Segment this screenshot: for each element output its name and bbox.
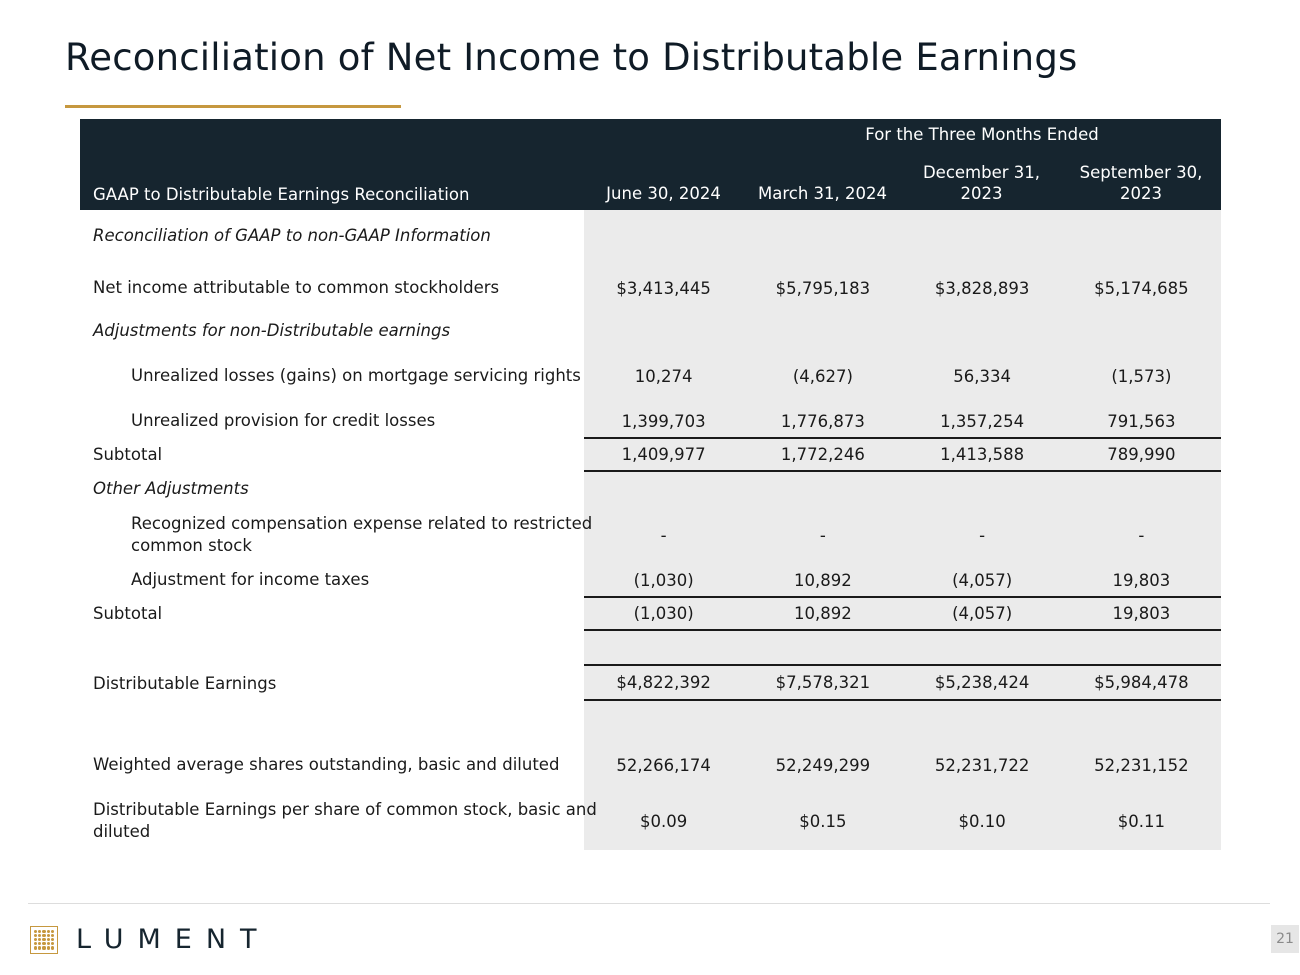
value-cell: 52,231,722 <box>934 755 1030 775</box>
table-row <box>80 210 1221 262</box>
table-row <box>80 262 1221 314</box>
value-cell: - <box>660 525 667 545</box>
table-row <box>80 506 1221 564</box>
row-label: Unrealized provision for credit losses <box>131 411 436 430</box>
logo-wordmark: LUMENT <box>76 924 271 955</box>
table-row-subtotal <box>80 596 1221 631</box>
column-header-line: June 30, 2024 <box>606 184 721 203</box>
table-row <box>80 472 1221 506</box>
value-cell: $4,822,392 <box>616 673 711 692</box>
value-cell: 1,399,703 <box>621 411 706 431</box>
value-cell: 1,772,246 <box>780 445 865 464</box>
value-cell: (1,030) <box>633 570 694 590</box>
value-cell: 1,413,588 <box>940 445 1025 464</box>
table-row <box>80 314 1221 347</box>
footer-divider <box>28 903 1270 904</box>
row-label: Weighted average shares outstanding, basic and diluted <box>93 755 560 774</box>
value-cell: $5,984,478 <box>1094 673 1189 692</box>
column-header-jun-2024 <box>584 183 743 204</box>
value-cell: - <box>979 525 986 545</box>
table-row <box>80 564 1221 596</box>
value-cells <box>584 701 1221 738</box>
value-cell: 56,334 <box>953 366 1011 386</box>
group-header: For the Three Months Ended <box>865 125 1099 144</box>
page-title: Reconciliation of Net Income to Distributable Earnings <box>65 36 1078 79</box>
value-cell: 19,803 <box>1112 604 1171 623</box>
value-cell: $0.09 <box>640 811 688 831</box>
value-cell: 52,231,152 <box>1094 755 1189 775</box>
page-number: 21 <box>1271 925 1299 953</box>
table-row <box>80 792 1221 850</box>
value-cell: $5,795,183 <box>775 278 871 298</box>
value-cells <box>584 210 1221 262</box>
column-header-dec-2023 <box>902 162 1061 204</box>
value-cell: 791,563 <box>1107 411 1176 431</box>
value-cell: (1,573) <box>1111 366 1172 386</box>
table-row-subtotal <box>80 437 1221 472</box>
table-row <box>80 405 1221 437</box>
column-header-line: September 30, <box>1079 163 1203 182</box>
value-cell: (4,627) <box>792 366 853 386</box>
reconciliation-table <box>80 119 1221 850</box>
value-cell: 52,249,299 <box>775 755 871 775</box>
value-cell: $0.15 <box>799 811 847 831</box>
value-cell: 19,803 <box>1112 570 1171 590</box>
value-cell: $3,828,893 <box>934 278 1030 298</box>
row-label: Adjustments for non-Distributable earnings <box>93 320 451 340</box>
value-cell: $7,578,321 <box>775 673 871 692</box>
table-row-total <box>80 666 1221 701</box>
value-cells <box>584 472 1221 506</box>
value-cell: $3,413,445 <box>616 278 711 298</box>
value-cells <box>584 262 1221 314</box>
value-cell: (4,057) <box>952 570 1013 590</box>
value-cell: $5,174,685 <box>1094 278 1189 298</box>
column-header-line: March 31, 2024 <box>757 184 888 203</box>
row-label: Subtotal <box>93 444 163 464</box>
value-cell: $0.11 <box>1117 811 1165 831</box>
lument-logo <box>30 924 271 955</box>
table-row <box>80 347 1221 405</box>
value-cell: (4,057) <box>952 604 1013 623</box>
value-cell: - <box>1138 525 1145 545</box>
value-cell: 52,266,174 <box>616 755 711 775</box>
row-label: Distributable Earnings per share of common stock, basic and diluted <box>93 800 597 841</box>
row-label: Unrealized losses (gains) on mortgage servicing rights <box>131 366 581 385</box>
value-cells <box>584 437 1221 472</box>
row-label: Other Adjustments <box>93 479 249 498</box>
row-label: Subtotal <box>93 603 163 623</box>
row-label: Adjustment for income taxes <box>131 570 370 589</box>
value-cells <box>584 405 1221 437</box>
value-cells <box>584 666 1221 701</box>
value-cells <box>584 506 1221 564</box>
row-label: Recognized compensation expense related to restricted common stock <box>131 514 593 555</box>
title-underline <box>65 105 401 108</box>
value-cells <box>584 792 1221 850</box>
value-cell: 10,274 <box>634 366 693 386</box>
column-header-sep-2023 <box>1061 162 1221 204</box>
value-cell: 1,357,254 <box>940 411 1025 431</box>
value-cell: 1,776,873 <box>780 411 865 431</box>
value-cell: (1,030) <box>633 604 694 623</box>
label-header: GAAP to Distributable Earnings Reconciliation <box>93 185 470 204</box>
column-header-line: 2023 <box>1120 184 1162 203</box>
column-header-line: 2023 <box>960 184 1003 203</box>
value-cells <box>584 347 1221 405</box>
value-cells <box>584 596 1221 631</box>
value-cell: $5,238,424 <box>934 673 1030 692</box>
value-cells <box>584 738 1221 792</box>
value-cell: 10,892 <box>794 604 852 623</box>
dot-grid-logo-icon <box>30 926 58 954</box>
value-cell: 1,409,977 <box>621 445 706 464</box>
column-header-line: December 31, <box>922 163 1041 182</box>
table-header <box>80 119 1221 210</box>
value-cells <box>584 631 1221 666</box>
value-cell: 789,990 <box>1107 445 1176 464</box>
table-row-spacer <box>80 701 1221 738</box>
value-cell: $0.10 <box>958 811 1006 831</box>
value-cells <box>584 564 1221 596</box>
column-header-mar-2024 <box>743 183 902 204</box>
row-label: Distributable Earnings <box>93 673 277 693</box>
table-row-spacer <box>80 631 1221 666</box>
row-label: Net income attributable to common stockholders <box>93 278 500 297</box>
row-label: Reconciliation of GAAP to non-GAAP Information <box>93 226 491 245</box>
value-cell: 10,892 <box>794 570 852 590</box>
table-row <box>80 738 1221 792</box>
value-cell: - <box>819 525 826 545</box>
value-cells <box>584 314 1221 347</box>
